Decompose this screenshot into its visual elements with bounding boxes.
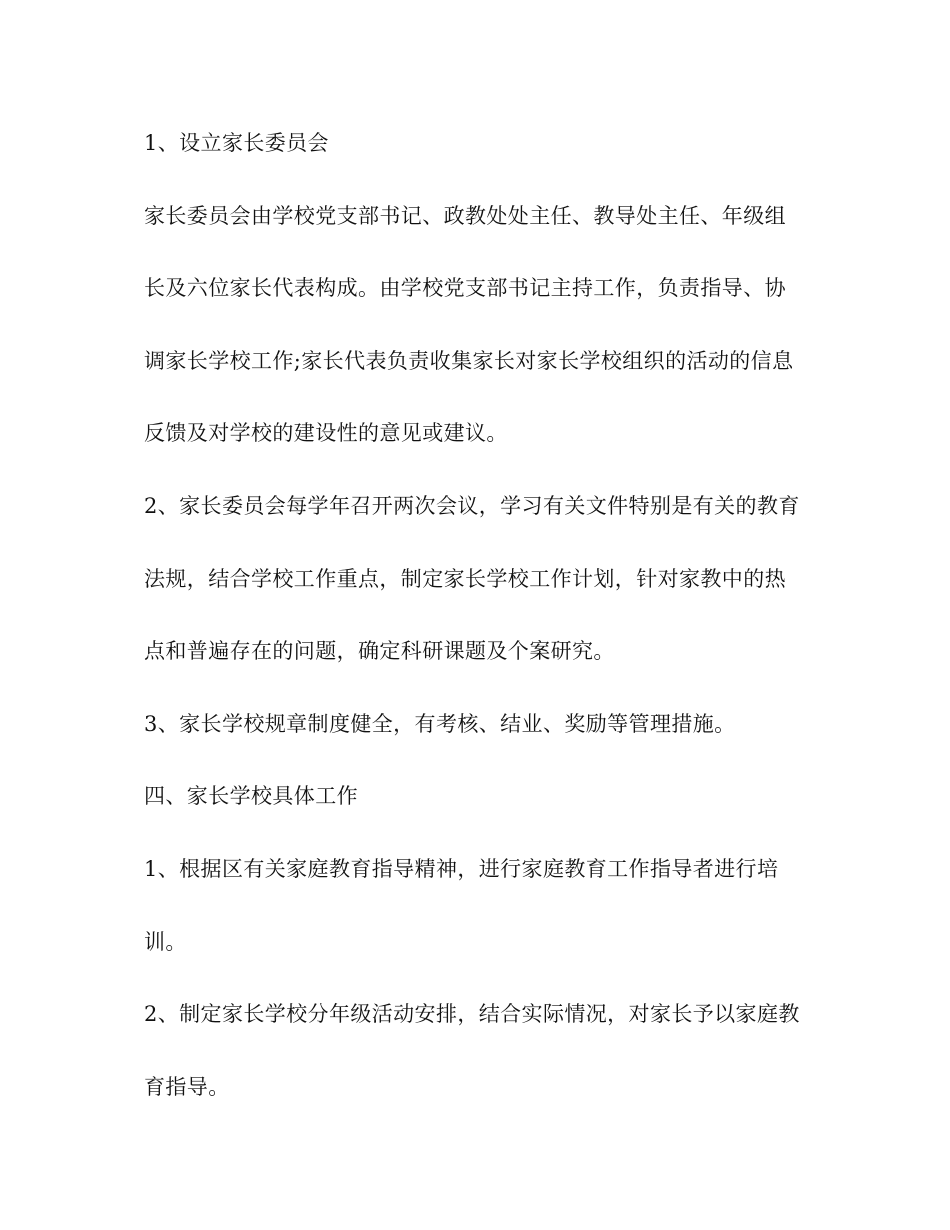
- text-line: 长及六位家长代表构成。由学校党支部书记主持工作，负责指导、协: [144, 276, 786, 301]
- text-line: 育指导。: [144, 1074, 230, 1099]
- text-line: 训。: [144, 929, 187, 954]
- text-line: 调家长学校工作;家长代表负责收集家长对家长学校组织的活动的信息: [144, 348, 794, 373]
- section-heading: 四、家长学校具体工作: [144, 784, 358, 809]
- text-line: 点和普遍存在的问题，确定科研课题及个案研究。: [144, 639, 615, 664]
- document-body: [144, 123, 814, 1139]
- text-line: 家长委员会由学校党支部书记、政教处处主任、教导处主任、年级组: [144, 203, 786, 228]
- text-line: 法规，结合学校工作重点，制定家长学校工作计划，针对家教中的热: [144, 566, 786, 591]
- text-line: 3、家长学校规章制度健全，有考核、结业、奖励等管理措施。: [144, 711, 736, 736]
- text-line: 反馈及对学校的建设性的意见或建议。: [144, 421, 508, 446]
- text-line: 1、设立家长委员会: [144, 131, 329, 155]
- text-line: 1、根据区有关家庭教育指导精神，进行家庭教育工作指导者进行培: [144, 856, 779, 881]
- text-line: 2、制定家长学校分年级活动安排，结合实际情况，对家长予以家庭教: [144, 1002, 800, 1027]
- text-line: 2、家长委员会每学年召开两次会议，学习有关文件特别是有关的教育: [144, 493, 800, 518]
